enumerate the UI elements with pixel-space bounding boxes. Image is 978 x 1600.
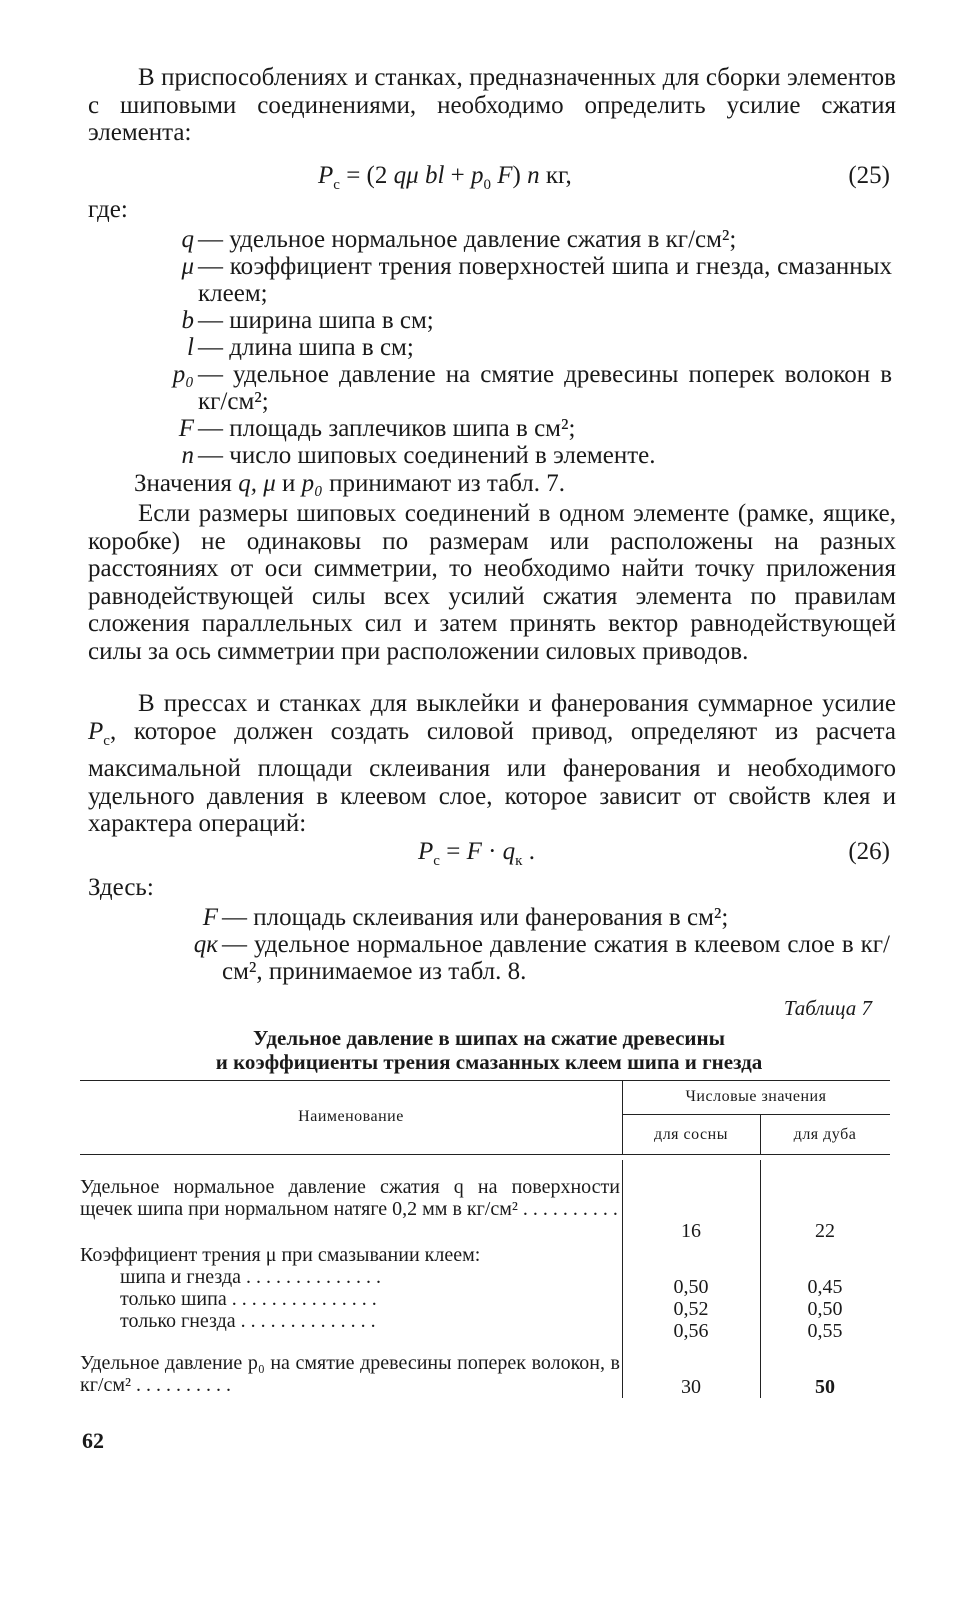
definition-b <box>132 307 892 334</box>
p3-symbol: P <box>88 717 104 745</box>
table-row-label: только гнезда . . . . . . . . . . . . . . <box>120 1310 376 1332</box>
eq26-q-sub: к <box>515 853 523 869</box>
definition-p0 <box>132 361 892 415</box>
definition2-qk <box>166 931 890 985</box>
eq25-part-d: p <box>471 162 484 189</box>
equation-25-number: (25) <box>848 162 890 189</box>
def-text: — коэффициент трения поверхностей шипа и гнезда, смазанных клеем; <box>198 253 892 307</box>
eq25-part-g: n <box>527 162 540 189</box>
values-line <box>134 470 894 498</box>
eq26-F: F <box>466 838 482 865</box>
page-number: 62 <box>82 1428 104 1453</box>
eq26-equals: = <box>439 838 467 865</box>
table-row-label: Удельное нормальное давление сжатия q на поверхности щечек шипа при нормальном натяге 0,2 мм в кг/см² . . . . . . . . . . <box>80 1176 620 1220</box>
eq25-part-c: + <box>444 162 471 189</box>
values-symbol-p0: p₀ <box>301 470 323 497</box>
p3-text-c: , которое должен создать силовой привод, определяют из расчета максимальной площади склеивания или фанерования и необходимого удельного давления в клеевом слое, которое зависит от свойств клея и характера операций: <box>88 717 896 837</box>
table-cell-pine: 30 <box>681 1376 701 1398</box>
eq25-part-a: = (2 <box>339 162 394 189</box>
eq25-lhs: P <box>318 162 334 189</box>
eq25-part-e: F <box>491 162 513 189</box>
def-text: — удельное нормальное давление сжатия в клеевом слое в кг/см², принимаемое из табл. 8. <box>222 931 890 985</box>
table-cell-pine: 0,50 <box>673 1276 709 1298</box>
paragraph-3-block <box>88 690 896 838</box>
eq26-end: . <box>522 838 535 865</box>
table-row-label: только шипа . . . . . . . . . . . . . . . <box>120 1288 377 1310</box>
definition-q <box>132 226 892 253</box>
table-row-label: Коэффициент трения μ при смазывании клеем: <box>80 1244 481 1266</box>
def-text: — удельное давление на смятие древесины поперек волокон в кг/см²; <box>198 361 892 415</box>
eq26-dot: · <box>481 838 503 865</box>
p3-text-a: В прессах и станках для выклейки и фанерования суммарное усилие <box>138 690 896 717</box>
def-symbol: μ <box>181 253 194 280</box>
header-name: Наименование <box>298 1108 404 1125</box>
header-pine: для сосны <box>654 1126 728 1143</box>
def-text: — ширина шипа в см; <box>198 307 434 334</box>
def-symbol: F <box>202 904 218 931</box>
table-title-line-1: Удельное давление в шипах на сжатие древесины <box>252 1026 726 1050</box>
table-title-line-2: и коэффициенты трения смазанных клеем шипа и гнезда <box>215 1050 763 1074</box>
def-symbol: qк <box>193 931 218 958</box>
table-cell-oak: 0,45 <box>807 1276 843 1298</box>
table-caption: Таблица 7 <box>783 996 872 1020</box>
equation-26 <box>418 838 535 875</box>
table-cell-oak: 0,50 <box>807 1298 843 1320</box>
eq25-part-d-sub: 0 <box>483 177 491 193</box>
equation-26-number: (26) <box>848 838 890 865</box>
eq25-part-h: кг, <box>539 162 572 189</box>
eq25-lhs-sub: с <box>333 177 340 193</box>
table-cell-oak: 0,55 <box>807 1320 843 1342</box>
def-text: — длина шипа в см; <box>198 334 414 361</box>
definition-l <box>132 334 892 361</box>
def-symbol: F <box>178 415 194 442</box>
table-cell-oak: 50 <box>815 1376 835 1398</box>
def-symbol: l <box>187 334 194 361</box>
table-cell-pine: 0,52 <box>673 1298 709 1320</box>
definitions-list-2 <box>166 904 890 985</box>
table-subheader-rule <box>622 1114 890 1115</box>
definition-F <box>132 415 892 442</box>
values-text-a: Значения <box>134 470 239 497</box>
header-oak: для дуба <box>793 1126 857 1143</box>
def-text: — площадь заплечиков шипа в см²; <box>198 415 576 442</box>
values-symbols: q, μ <box>238 470 276 497</box>
eq26-lhs-sub: с <box>433 853 440 869</box>
table-row-label: Удельное давление p₀ на смятие древесины поперек волокон, в кг/см² . . . . . . . . . . <box>80 1352 620 1396</box>
eq26-q: q <box>502 838 516 865</box>
table-cell-oak: 22 <box>815 1220 835 1242</box>
p3-symbol-sub: с <box>103 732 110 749</box>
here-label: Здесь: <box>88 874 154 901</box>
eq25-part-f: ) <box>512 162 528 189</box>
def-symbol: q <box>181 226 194 253</box>
eq26-lhs: P <box>418 838 434 865</box>
def-symbol: n <box>181 442 194 469</box>
table-body-divider-2 <box>760 1160 761 1398</box>
definitions-list <box>132 226 892 469</box>
values-text-c: и <box>275 470 302 497</box>
paragraph-1: В приспособлениях и станках, предназначенных для сборки элементов с шиповыми соединениями, необходимо определить усилие сжатия элемента: <box>88 64 896 146</box>
where-label: где: <box>88 196 128 223</box>
paragraph-3 <box>88 690 896 838</box>
definition2-F <box>166 904 890 931</box>
paragraph-2-block <box>88 500 896 665</box>
paragraph-2: Если размеры шиповых соединений в одном элементе (рамке, ящике, коробке) не одинаковы по размерам или расположены на разных расстояниях от оси симметрии, то необходимо найти точку приложения равнодействующей силы всех усилий сжатия элемента по правилам сложения параллельных сил и затем принять вектор равнодействующей силы за ось симметрии при расположении силовых приводов. <box>88 500 896 665</box>
equation-25 <box>318 162 572 199</box>
def-symbol: p₀ <box>172 361 194 388</box>
def-text: — площадь склеивания или фанерования в см²; <box>222 904 729 931</box>
table-body-divider-1 <box>622 1160 623 1398</box>
table-row-label: шипа и гнезда . . . . . . . . . . . . . . <box>120 1266 382 1288</box>
values-text-e: принимают из табл. 7. <box>322 470 566 497</box>
eq25-part-b: qμ bl <box>393 162 445 189</box>
def-text: — удельное нормальное давление сжатия в кг/см²; <box>198 226 737 253</box>
table-top-rule <box>80 1080 890 1081</box>
table-header-bottom-rule <box>80 1154 890 1155</box>
table-cell-pine: 16 <box>681 1220 701 1242</box>
table-cell-pine: 0,56 <box>673 1320 709 1342</box>
header-group: Числовые значения <box>685 1088 827 1105</box>
intro-paragraph <box>88 64 896 147</box>
def-text: — число шиповых соединений в элементе. <box>198 442 656 469</box>
def-symbol: b <box>181 307 194 334</box>
definition-mu <box>132 253 892 307</box>
definition-n <box>132 442 892 469</box>
